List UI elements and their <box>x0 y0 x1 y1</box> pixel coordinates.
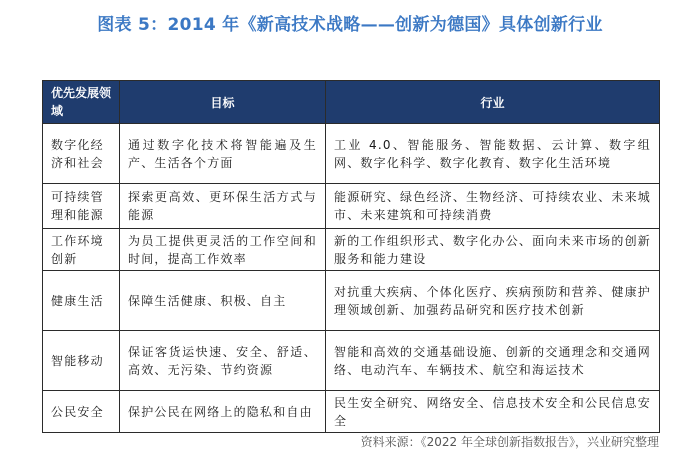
cell-goal: 保护公民在网络上的隐私和自由 <box>120 391 326 433</box>
cell-field: 工作环境创新 <box>43 229 120 271</box>
cell-industry: 民生安全研究、网络安全、信息技术安全和公民信息安全 <box>326 391 660 433</box>
header-goal: 目标 <box>120 81 326 124</box>
table-row <box>43 124 660 184</box>
cell-goal: 保证客货运快速、安全、舒适、高效、无污染、节约资源 <box>120 331 326 391</box>
table-row <box>43 229 660 271</box>
innovation-industries-table <box>42 80 660 433</box>
cell-industry: 能源研究、绿色经济、生物经济、可持续农业、未来城市、未来建筑和可持续消费 <box>326 184 660 229</box>
cell-field: 可持续管理和能源 <box>43 184 120 229</box>
header-industry: 行业 <box>326 81 660 124</box>
cell-field: 智能移动 <box>43 331 120 391</box>
table-row <box>43 331 660 391</box>
table-header-row <box>43 81 660 124</box>
cell-industry: 智能和高效的交通基础设施、创新的交通理念和交通网络、电动汽车、车辆技术、航空和海运技术 <box>326 331 660 391</box>
cell-goal: 为员工提供更灵活的工作空间和时间，提高工作效率 <box>120 229 326 271</box>
figure-title: 图表 5：2014 年《新高技术战略——创新为德国》具体创新行业 <box>97 15 603 35</box>
header-priority-field: 优先发展领域 <box>43 81 120 124</box>
cell-goal: 通过数字化技术将智能遍及生产、生活各个方面 <box>120 124 326 184</box>
table-row <box>43 184 660 229</box>
cell-field: 公民安全 <box>43 391 120 433</box>
table-row <box>43 391 660 433</box>
cell-goal: 保障生活健康、积极、自主 <box>120 271 326 331</box>
cell-industry: 新的工作组织形式、数字化办公、面向未来市场的创新服务和能力建设 <box>326 229 660 271</box>
cell-industry: 对抗重大疾病、个体化医疗、疾病预防和营养、健康护理领域创新、加强药品研究和医疗技术创新 <box>326 271 660 331</box>
cell-industry: 工业 4.0、智能服务、智能数据、云计算、数字组网、数字化科学、数字化教育、数字化生活环境 <box>326 124 660 184</box>
source-note: 资料来源：《2022 年全球创新指数报告》，兴业研究整理 <box>360 435 659 449</box>
cell-field: 数字化经济和社会 <box>43 124 120 184</box>
cell-goal: 探索更高效、更环保生活方式与能源 <box>120 184 326 229</box>
table-row <box>43 271 660 331</box>
cell-field: 健康生活 <box>43 271 120 331</box>
